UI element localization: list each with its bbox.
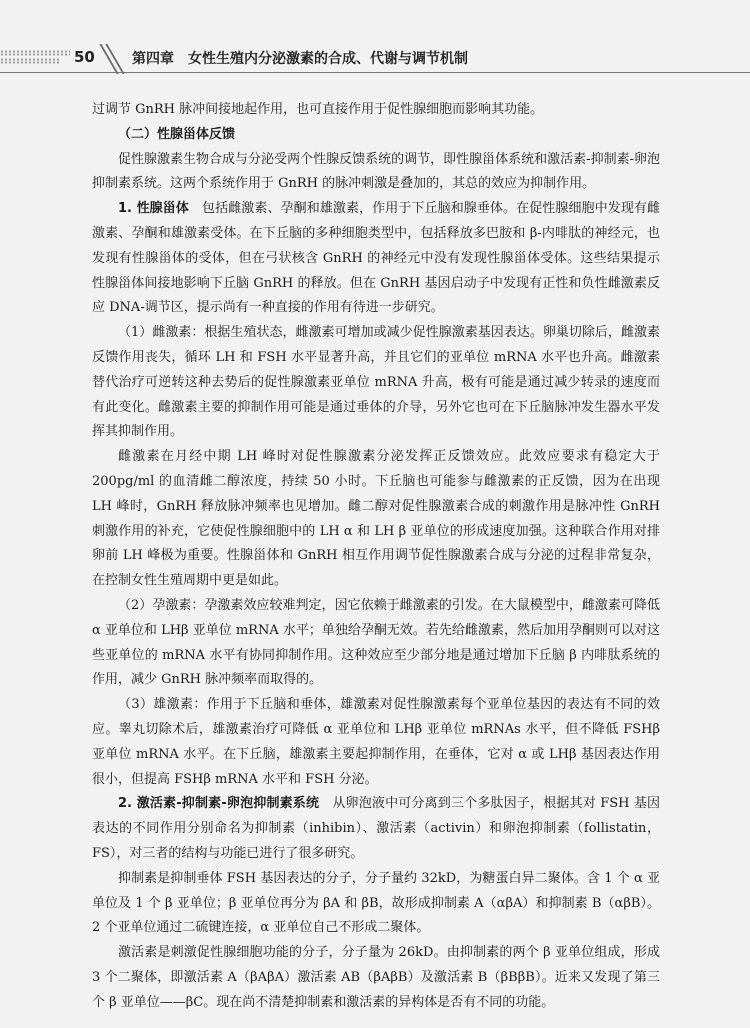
paragraph: （3）雄激素：作用于下丘脑和垂体，雄激素对促性腺激素每个亚单位基因的表达有不同的效应。睾丸切除术后，雄激素治疗可降低 α 亚单位和 LHβ 亚单位 mRNAs 水平，但不降低 FSHβ 亚单位 mRNA 水平。在下丘脑，雄激素主要起抑制作用，在垂体，它对 α 或 LHβ 基因表达作用很小，但提高 FSHβ mRNA 水平和 FSH 分泌。 [92,697,660,787]
header-dot-pattern [0,50,70,56]
section-heading: （二）性腺甾体反馈 [118,126,236,142]
subsection-lead: 2. 激活素-抑制素-卵泡抑制素系统 [118,796,320,812]
header-rule [0,72,750,73]
page-body [92,98,660,1015]
paragraph: 抑制素是抑制垂体 FSH 基因表达的分子，分子量约 32kD，为糖蛋白异二聚体。含 1 个 α 亚单位及 1 个 β 亚单位；β 亚单位再分为 βA 和 βB，故形成抑制素 A（αβA）和抑制素 B（αβB）。2 个亚单位通过二硫键连接，α 亚单位自己不形成二聚体。 [92,870,660,936]
paragraph: （2）孕激素：孕激素效应较难判定，因它依赖于雌激素的引发。在大鼠模型中，雌激素可降低 α 亚单位和 LHβ 亚单位 mRNA 水平；单独给孕酮无效。若先给雌激素，然后加用孕酮则可以对这些亚单位的 mRNA 水平有协同抑制作用。这种效应至少部分地是通过增加下丘脑 β 内啡肽系统的作用，减少 GnRH 脉冲频率而取得的。 [92,597,660,688]
subsection-lead: 1. 性腺甾体 [118,201,189,217]
paragraph: 雌激素在月经中期 LH 峰时对促性腺激素分泌发挥正反馈效应。此效应要求有稳定大于 200pg/ml 的血清雌二醇浓度，持续 50 小时。下丘脑也可能参与雌激素的正反馈，因为在出现 LH 峰时，GnRH 释放脉冲频率也见增加。雌二醇对促性腺激素合成的刺激作用是脉冲性 GnRH 刺激作用的补充，它使促性腺细胞中的 LH α 和 LH β 亚单位的形成速度加强。这种联合作用对排卵前 LH 峰极为重要。性腺甾体和 GnRH 相互作用调节促性腺激素合成与分泌的过程非常复杂，在控制女性生殖周期中更是如此。 [92,449,660,589]
paragraph [92,792,660,866]
chapter-title: 第四章 女性生殖内分泌激素的合成、代谢与调节机制 [132,51,468,67]
paragraph-text: 从卵泡液中可分离到三个多肽因子，根据其对 FSH 基因表达的不同作用分别命名为抑制素（inhibin）、激活素（activin）和卵泡抑制素（follistatin，FS），对三者的结构与功能已进行了很多研究。 [92,796,660,861]
page-number: 50 [74,48,95,66]
paragraph: 过调节 GnRH 脉冲间接地起作用，也可直接作用于促性腺细胞而影响其功能。 [92,102,544,117]
header-dot-pattern [0,58,60,64]
paragraph [92,197,660,321]
running-header [0,44,750,84]
paragraph: 激活素是刺激促性腺细胞功能的分子，分子量为 26kD。由抑制素的两个 β 亚单位组成，形成 3 个二聚体，即激活素 A（βAβA）激活素 AB（βAβB）及激活素 B（βBβB）。近来又发现了第三个 β 亚单位——βC。现在尚不清楚抑制素和激活素的异构体是否有不同的功能。 [92,945,660,1010]
paragraph: 促性腺激素生物合成与分泌受两个性腺反馈系统的调节，即性腺甾体系统和激活素-抑制素-卵泡抑制素系统。这两个系统作用于 GnRH 的脉冲刺激是叠加的，其总的效应为抑制作用。 [92,151,660,192]
paragraph: （1）雌激素：根据生殖状态，雌激素可增加或减少促性腺激素基因表达。卵巢切除后，雌激素反馈作用丧失，循环 LH 和 FSH 水平显著升高，并且它们的亚单位 mRNA 水平也升高。雌激素替代治疗可逆转这种去势后的促性腺激素亚单位 mRNA 升高，极有可能是通过减少转录的速度而有此变化。雌激素主要的抑制作用可能是通过垂体的介导，另外它也可在下丘脑脉冲发生器水平发挥其抑制作用。 [92,325,660,440]
paragraph-text: 包括雌激素、孕酮和雄激素，作用于下丘脑和腺垂体。在促性腺细胞中发现有雌激素、孕酮和雄激素受体。在下丘脑的多种细胞类型中，包括释放多巴胺和 β-内啡肽的神经元，也发现有性腺甾体的受体，但在弓状核含 GnRH 的神经元中没有发现性腺甾体受体。这些结果提示性腺甾体间接地影响下丘脑 GnRH 的释放。但在 GnRH 基因启动子中发现有正性和负性雌激素反应 DNA-调节区，提示尚有一种直接的作用有待进一步研究。 [92,201,660,316]
